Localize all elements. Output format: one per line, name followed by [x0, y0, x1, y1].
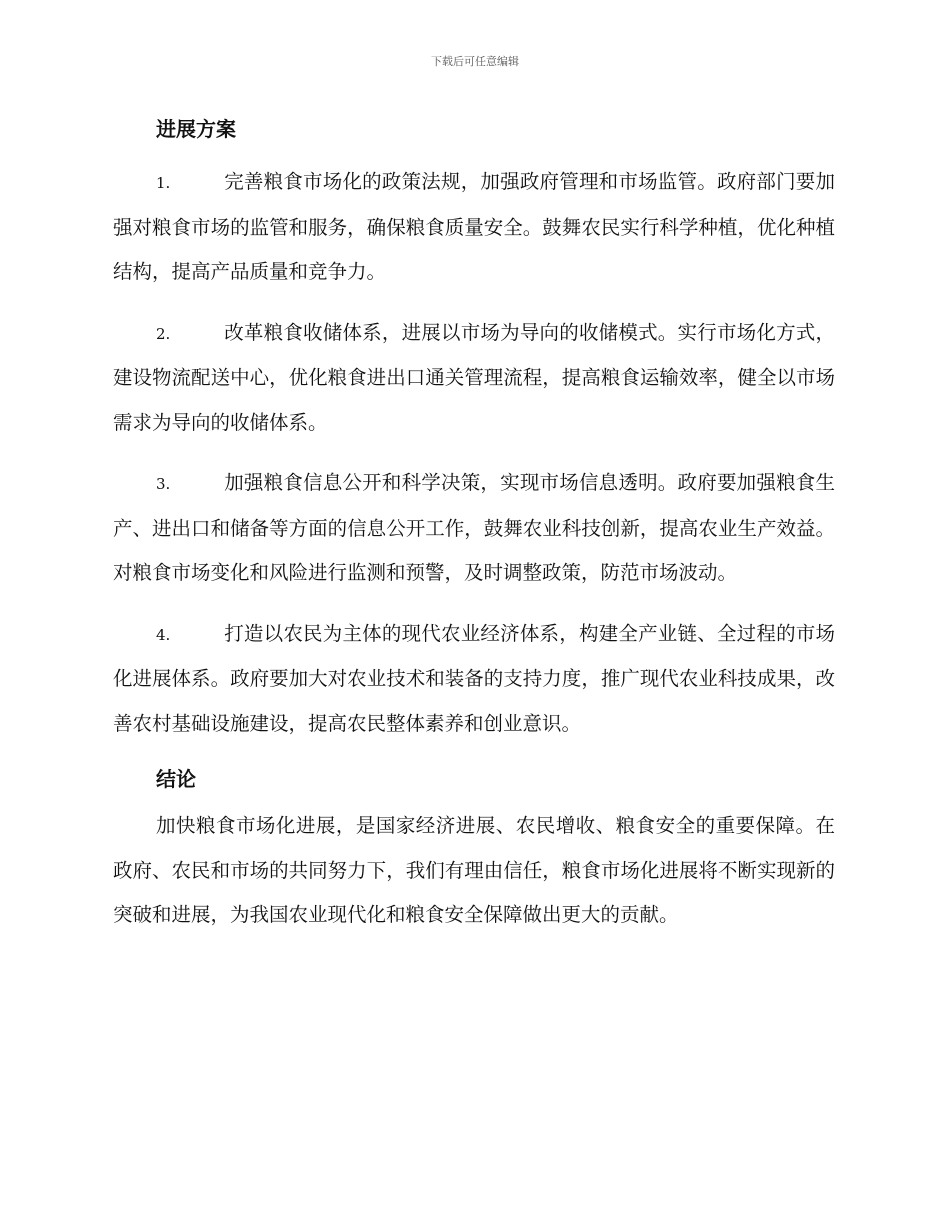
plan-item-1 [113, 160, 835, 295]
document-body [113, 112, 835, 938]
section-heading-plan: 进展方案 [156, 117, 236, 141]
item-text: 打造以农民为主体的现代农业经济体系，构建全产业链、全过程的市场化进展体系。政府要加大对农业技术和装备的支持力度，推广现代农业科技成果，改善农村基础设施建设，提高农民整体素养和创业意识。 [113, 621, 835, 735]
item-number: 3. [156, 475, 171, 493]
plan-item-paragraph [113, 612, 835, 747]
item-number: 1. [156, 174, 171, 192]
item-number: 2. [156, 324, 171, 343]
plan-item-2 [113, 311, 835, 446]
plan-item-4 [113, 612, 835, 747]
item-text: 完善粮食市场化的政策法规，加强政府管理和市场监管。政府部门要加强对粮食市场的监管和服务，确保粮食质量安全。鼓舞农民实行科学种植，优化种植结构，提高产品质量和竞争力。 [113, 170, 835, 283]
section-heading-conclusion: 结论 [156, 767, 196, 791]
conclusion-paragraph: 加快粮食市场化进展，是国家经济进展、农民增收、粮食安全的重要保障。在政府、农民和市场的共同努力下，我们有理由信任，粮食市场化进展将不断实现新的突破和进展，为我国农业现代化和粮食安全保障做出更大的贡献。 [113, 814, 835, 926]
plan-item-3 [113, 461, 835, 596]
item-text: 加强粮食信息公开和科学决策，实现市场信息透明。政府要加强粮食生产、进出口和储备等方面的信息公开工作，鼓舞农业科技创新，提高农业生产效益。对粮食市场变化和风险进行监测和预警，及时调整政策，防范市场波动。 [113, 471, 835, 584]
page-header: 下载后可任意编辑 [431, 55, 519, 68]
item-number: 4. [156, 625, 171, 644]
item-text: 改革粮食收储体系，进展以市场为导向的收储模式。实行市场化方式，建设物流配送中心，优化粮食进出口通关管理流程，提高粮食运输效率，健全以市场需求为导向的收储体系。 [113, 320, 835, 434]
plan-item-paragraph [113, 311, 835, 446]
plan-item-paragraph [113, 461, 835, 596]
plan-item-paragraph [113, 160, 835, 295]
conclusion-section [113, 804, 835, 938]
